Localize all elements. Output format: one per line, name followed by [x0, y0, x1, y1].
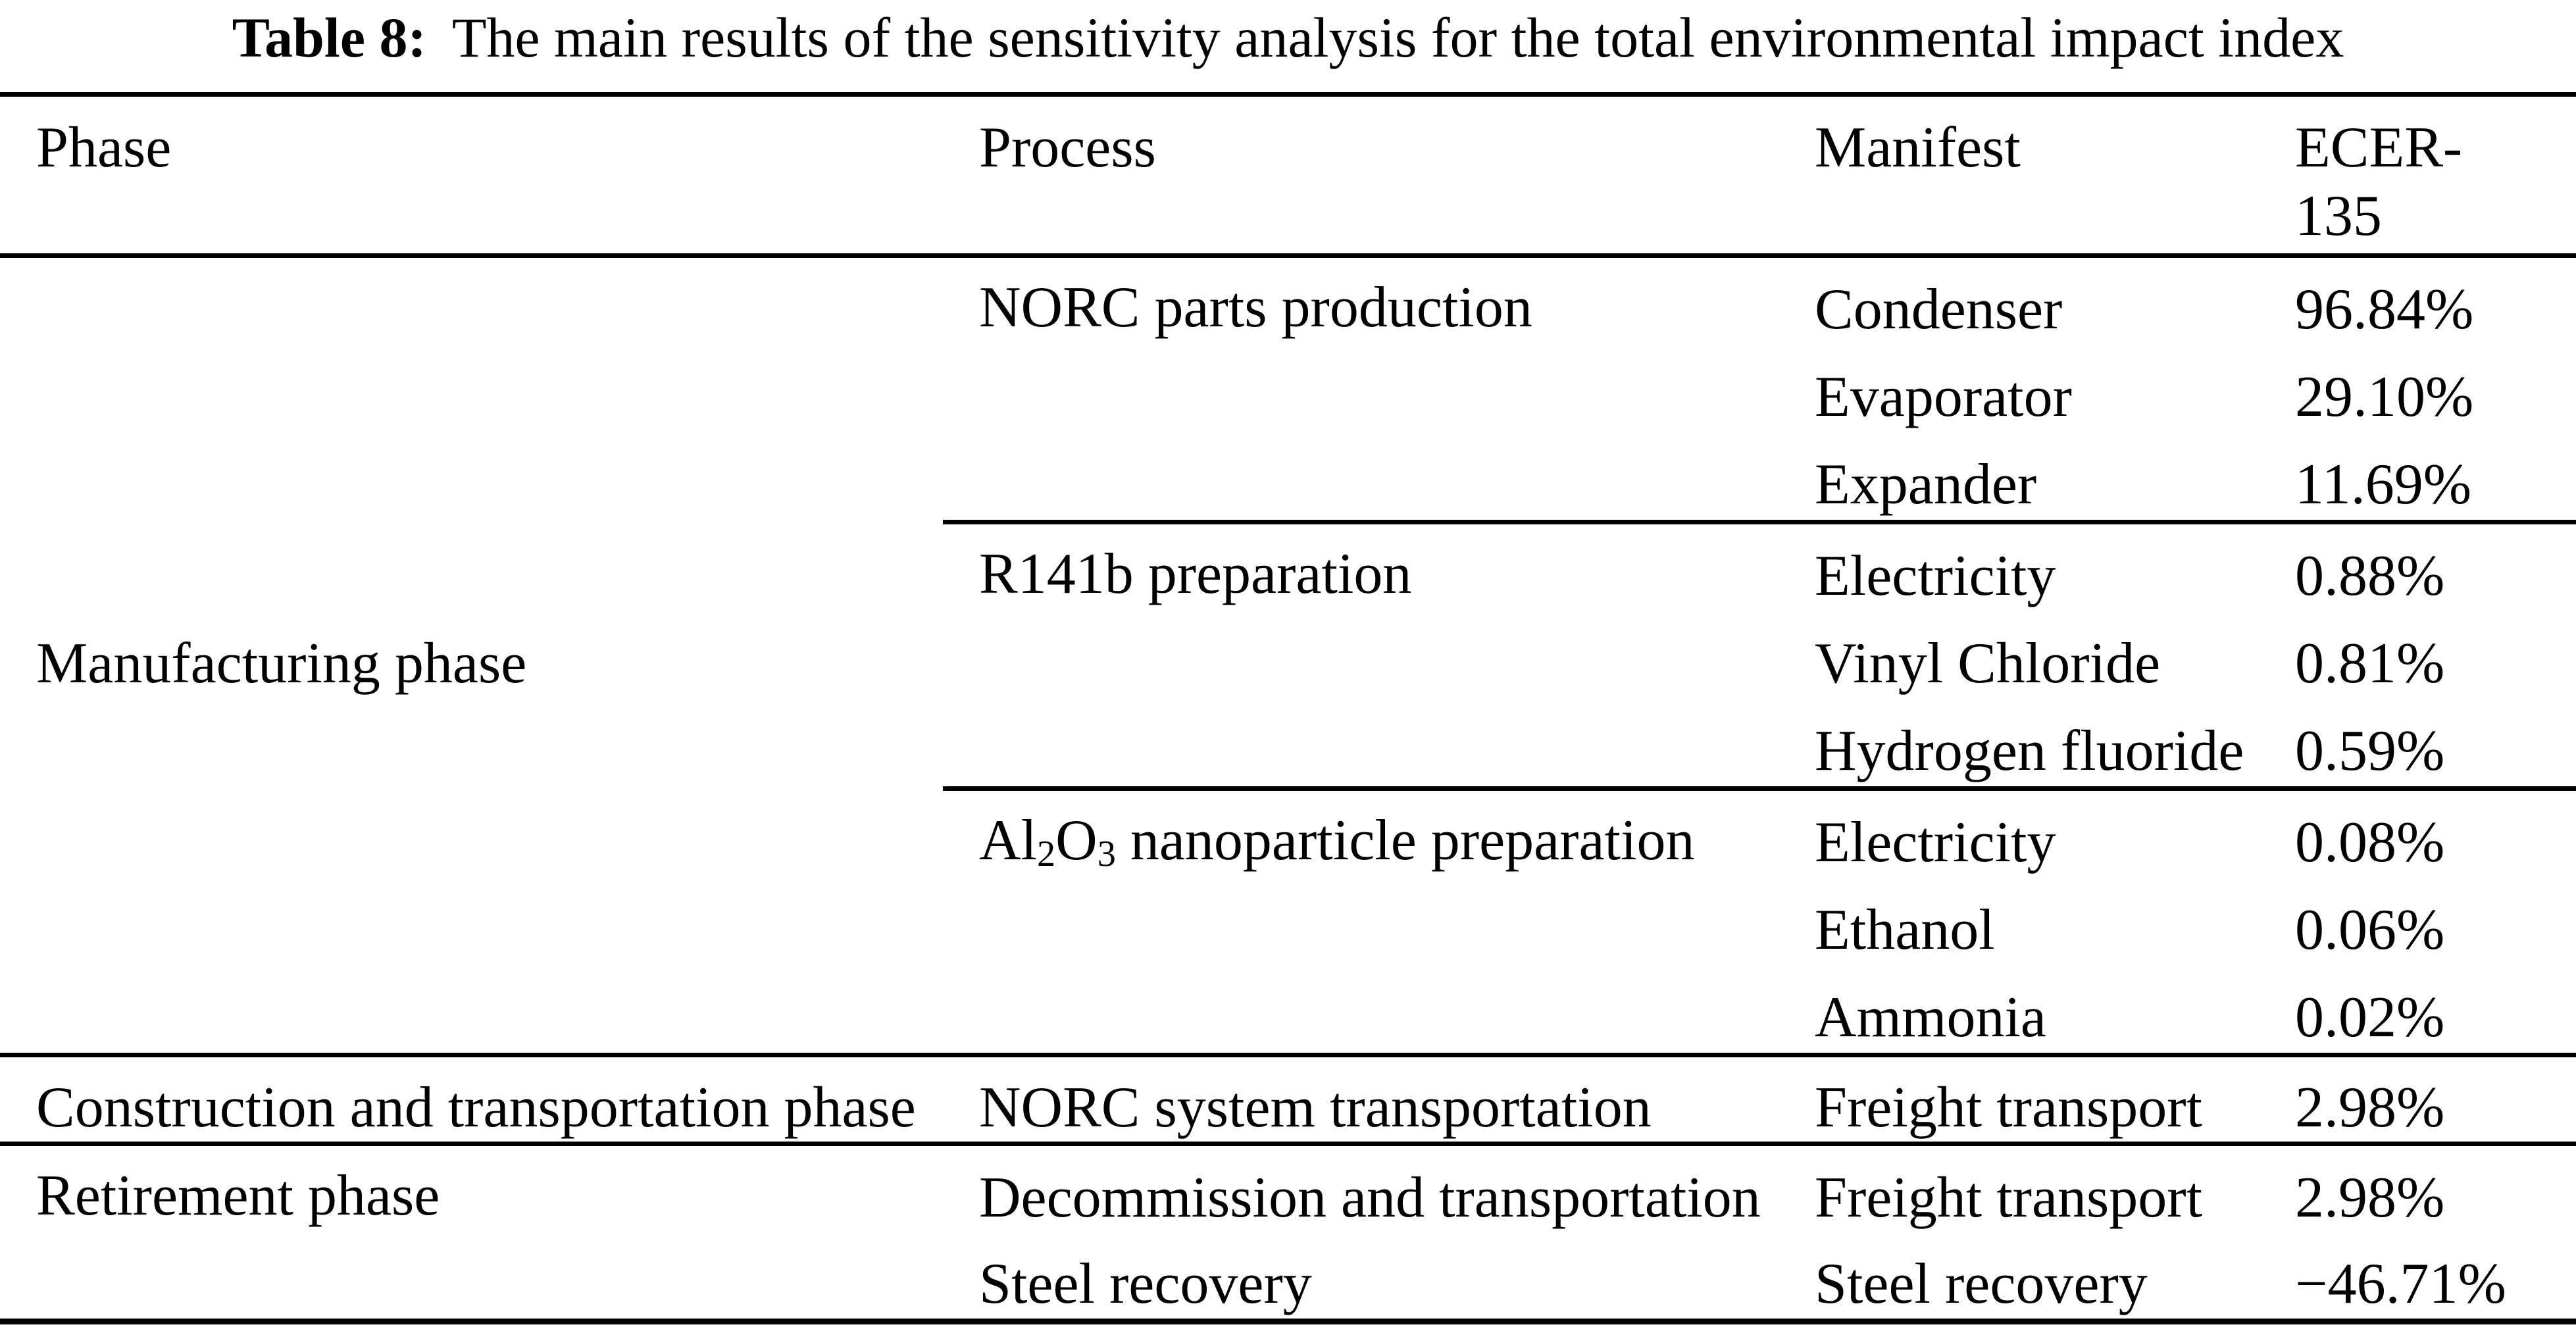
cell-ecer-value: 0.88% [2277, 522, 2576, 611]
process-cell-norc-parts: NORC parts production [979, 276, 1532, 340]
cell-manifest: Electricity [1796, 789, 2277, 878]
cell-manifest: Freight transport [1796, 1055, 2277, 1144]
col-header-manifest: Manifest [1796, 95, 2277, 256]
caption-title: The main results of the sensitivity analysis for the total environmental impact index [451, 6, 2344, 69]
cell-ecer-value: 0.02% [2295, 986, 2445, 1050]
phase-cell-construction: Construction and transportation phase [0, 1055, 943, 1144]
process-cell-r141b: R141b preparation [943, 522, 1796, 789]
cell-manifest: Freight transport [1796, 1144, 2277, 1233]
cell-ecer-value: 2.98% [2277, 1055, 2576, 1144]
header-row [0, 95, 2576, 256]
cell-ecer-value: 2.98% [2277, 1144, 2576, 1233]
cell-ecer-value: 0.59% [2295, 719, 2445, 784]
al2o3-text-part: O [1055, 809, 1098, 872]
phase-cell-manufacturing: Manufacturing phase [36, 632, 527, 695]
cell-ecer-value: 0.81% [2295, 632, 2445, 695]
phase-cell-retirement: Retirement phase [0, 1144, 943, 1322]
process-cell-decommission: Decommission and transportation [943, 1144, 1796, 1233]
cell-manifest: Vinyl Chloride [1815, 632, 2161, 695]
cell-manifest: Electricity [1796, 522, 2277, 611]
cell-ecer-value: 11.69% [2295, 453, 2472, 517]
table-row [0, 256, 2576, 345]
table-caption [0, 0, 2576, 92]
ecer-header-line-2: 135 [2295, 184, 2382, 248]
cell-manifest: Steel recovery [1815, 1251, 2148, 1316]
process-cell-norc-system: NORC system transportation [943, 1055, 1796, 1144]
cell-ecer-value: −46.71% [2295, 1251, 2506, 1316]
caption-label: Table 8: [232, 6, 427, 69]
col-header-phase: Phase [0, 95, 943, 256]
cell-manifest: Ammonia [1815, 986, 2046, 1050]
cell-manifest: Expander [1815, 453, 2037, 517]
ecer-header-line-1: ECER- [2295, 116, 2463, 180]
process-cell-al2o3 [943, 789, 1796, 1055]
col-header-process: Process [943, 95, 1796, 256]
al2o3-text-part: nanoparticle preparation [1115, 809, 1695, 872]
process-cell-steel-recovery: Steel recovery [979, 1251, 1312, 1316]
cell-ecer-value: 29.10% [2295, 365, 2474, 429]
table-row [0, 1144, 2576, 1233]
al2o3-subscript: 3 [1097, 834, 1116, 875]
cell-manifest: Condenser [1815, 277, 2063, 341]
cell-manifest: Evaporator [1815, 365, 2072, 429]
cell-manifest: Hydrogen fluoride [1815, 719, 2244, 784]
al2o3-subscript: 2 [1037, 834, 1056, 875]
al2o3-text-part: Al [979, 809, 1037, 872]
cell-ecer-value: 96.84% [2295, 277, 2474, 341]
cell-manifest: Ethanol [1815, 898, 1995, 962]
results-table [0, 92, 2576, 1324]
cell-ecer-value: 0.06% [2295, 898, 2445, 962]
table-row [0, 1055, 2576, 1144]
cell-ecer-value: 0.08% [2277, 789, 2576, 878]
col-header-ecer-135 [2277, 95, 2576, 256]
